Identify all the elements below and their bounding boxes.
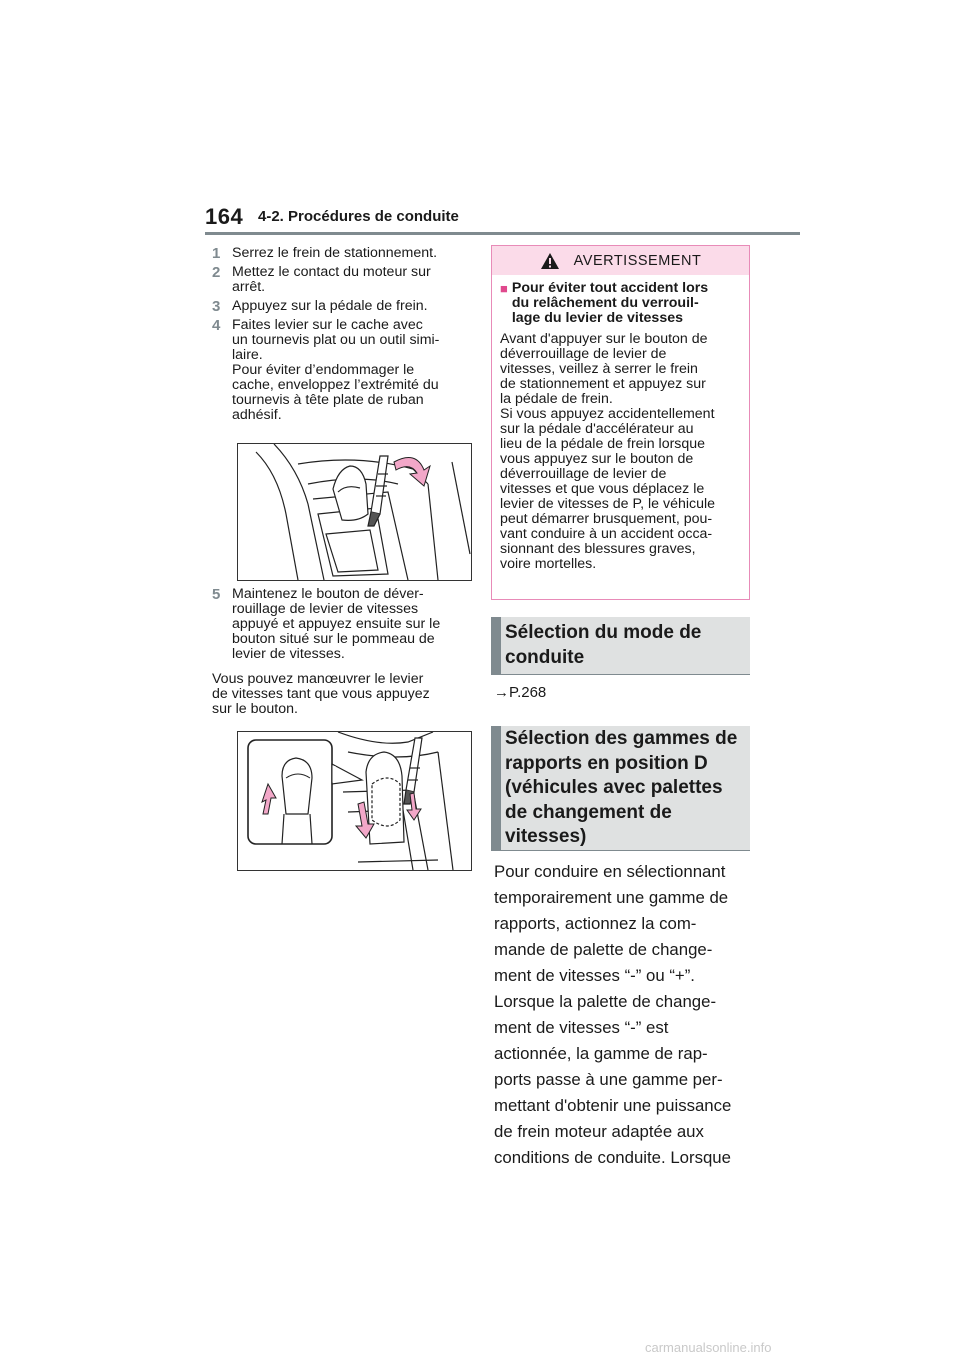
step-number: 2 [212, 264, 221, 281]
warning-subtitle [500, 281, 743, 326]
step-number: 4 [212, 317, 221, 334]
warning-box [491, 245, 750, 600]
page-reference: →P.268 [494, 684, 547, 701]
step-text: Mettez le contact du moteur sur arrêt. [232, 264, 431, 295]
square-bullet-icon: ■ [500, 281, 508, 296]
figure-pry-cover [237, 443, 472, 581]
step-4 [212, 318, 477, 423]
gear-range-body-text: Pour conduire en sélectionnant temporairement une gamme de rapports, actionnez la com- mande de palette de change- ment de vitesses “-” ou “+”. Lorsque la palette de change- ment de vitesses “-” est actionnée, la gamme de rap- ports passe à une gamme per- mettant d'obtenir une puissance de frein moteur adaptée aux conditions de conduite. Lorsque [494, 862, 732, 1167]
heading-gear-ranges: Sélection des gammes de rapports en position D (véhicules avec palettes de changement de vitesses) [491, 726, 750, 850]
warning-text: Avant d'appuyer sur le bouton de déverrouillage de levier de vitesses, veillez à serrer le frein de stationnement et appuyez sur la pédale de frein. Si vous appuyez accidentellement sur la pédale d'accélérateur au lieu de la pédale de frein lorsque vous appuyez sur le bouton de déverrouillage de levier de vitesses et que vous déplacez le levier de vitesses de P, le véhicule peut démarrer brusquement, pou- vant conduire à un accident occa- sionnant des blessures graves, voire mortelles. [500, 331, 716, 572]
warning-body [492, 275, 749, 572]
page-number: 164 [205, 204, 244, 229]
info-paragraph: Vous pouvez manœuvrer le levier de vitesses tant que vous appuyez sur le bouton. [212, 671, 430, 717]
step-number: 5 [212, 586, 221, 603]
step-5-row [212, 587, 477, 662]
step-text: Maintenez le bouton de déver- rouillage de levier de vitesses appuyé et appuyez ensuite sur le bouton situé sur le pommeau de levier de vitesses. [232, 586, 441, 662]
step-text: Appuyez sur la pédale de frein. [232, 298, 428, 314]
watermark: carmanualsonline.info [645, 1340, 772, 1355]
warning-subtitle-text: Pour éviter tout accident lors du relâchement du verrouil- lage du levier de vitesses [511, 280, 709, 326]
heading-drive-mode: Sélection du mode de conduite [491, 617, 750, 674]
step-text: Faites levier sur le cache avec un tournevis plat ou un outil simi- laire. Pour éviter d’endommager le cache, enveloppez l’extrémité du tournevis à tête plate de ruban adhésif. [232, 317, 440, 423]
step-3 [212, 299, 477, 314]
steps-list [212, 246, 477, 427]
heading-rule [491, 850, 750, 851]
illustration-screwdriver-cover [238, 444, 471, 580]
illustration-shift-release [238, 732, 471, 870]
warning-title: AVERTISSEMENT [573, 252, 702, 269]
warning-header [492, 246, 749, 275]
step-1 [212, 246, 477, 261]
figure-release-button [237, 731, 472, 871]
step-number: 3 [212, 298, 221, 315]
heading-rule [491, 674, 750, 675]
step-number: 1 [212, 245, 221, 262]
section-title: 4-2. Procédures de conduite [258, 208, 459, 225]
step-2 [212, 265, 477, 295]
step-5 [212, 587, 477, 666]
header-rule [205, 232, 800, 235]
warning-triangle-icon [540, 252, 560, 270]
step-text: Serrez le frein de stationnement. [232, 245, 438, 261]
